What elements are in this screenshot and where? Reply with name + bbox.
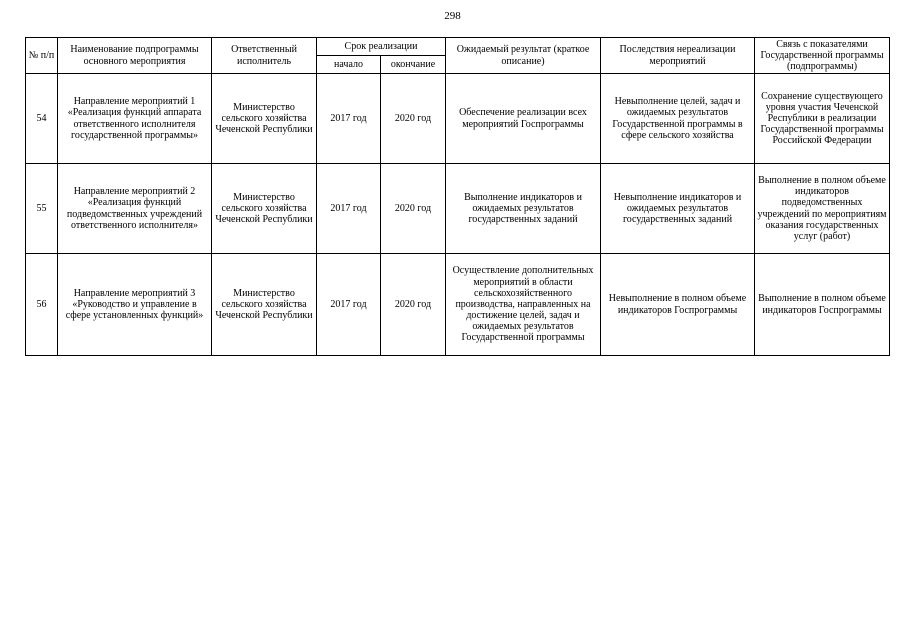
header-start: начало: [317, 56, 381, 74]
row-link: Сохранение существующего уровня участия Чеченской Республики в реализации Государственной программы Российской Федерации: [755, 74, 890, 164]
row-name: Направление мероприятий 3 «Руководство и управление в сфере установленных функций»: [58, 254, 212, 356]
row-responsible: Министерство сельского хозяйства Чеченской Республики: [212, 254, 317, 356]
row-num: 56: [26, 254, 58, 356]
header-expected: Ожидаемый результат (краткое описание): [446, 38, 601, 74]
row-expected: Обеспечение реализации всех мероприятий Госпрограммы: [446, 74, 601, 164]
row-expected: Выполнение индикаторов и ожидаемых результатов государственных заданий: [446, 164, 601, 254]
row-responsible: Министерство сельского хозяйства Чеченской Республики: [212, 164, 317, 254]
row-name: Направление мероприятий 1 «Реализация функций аппарата ответственного исполнителя государственной программы»: [58, 74, 212, 164]
row-num: 54: [26, 74, 58, 164]
header-consequences: Последствия нереализации мероприятий: [601, 38, 755, 74]
header-link: Связь с показателями Государственной программы (подпрограммы): [755, 38, 890, 74]
program-activities-table: [25, 37, 890, 356]
row-start: 2017 год: [317, 164, 381, 254]
row-expected: Осуществление дополнительных мероприятий в области сельскохозяйственного производства, направленных на достижение целей, задач и ожидаемых результатов Государственной программы: [446, 254, 601, 356]
row-end: 2020 год: [381, 74, 446, 164]
table-row: [26, 74, 890, 164]
row-consequences: Невыполнение целей, задач и ожидаемых результатов Государственной программы в сфере сельского хозяйства: [601, 74, 755, 164]
header-name: Наименование подпрограммы основного мероприятия: [58, 38, 212, 74]
row-name: Направление мероприятий 2 «Реализация функций подведомственных учреждений ответственного исполнителя»: [58, 164, 212, 254]
row-start: 2017 год: [317, 254, 381, 356]
row-consequences: Невыполнение индикаторов и ожидаемых результатов государственных заданий: [601, 164, 755, 254]
row-end: 2020 год: [381, 254, 446, 356]
row-link: Выполнение в полном объеме индикаторов Госпрограммы: [755, 254, 890, 356]
page-number: 298: [444, 10, 461, 22]
table-row: [26, 164, 890, 254]
table-row: [26, 254, 890, 356]
row-num: 55: [26, 164, 58, 254]
header-period: Срок реализации: [317, 38, 446, 56]
row-end: 2020 год: [381, 164, 446, 254]
row-responsible: Министерство сельского хозяйства Чеченской Республики: [212, 74, 317, 164]
header-num: № п/п: [26, 38, 58, 74]
row-consequences: Невыполнение в полном объеме индикаторов Госпрограммы: [601, 254, 755, 356]
row-start: 2017 год: [317, 74, 381, 164]
header-responsible: Ответственный исполнитель: [212, 38, 317, 74]
row-link: Выполнение в полном объеме индикаторов подведомственных учреждений по мероприятиям оказания государственных услуг (работ): [755, 164, 890, 254]
header-end: окончание: [381, 56, 446, 74]
